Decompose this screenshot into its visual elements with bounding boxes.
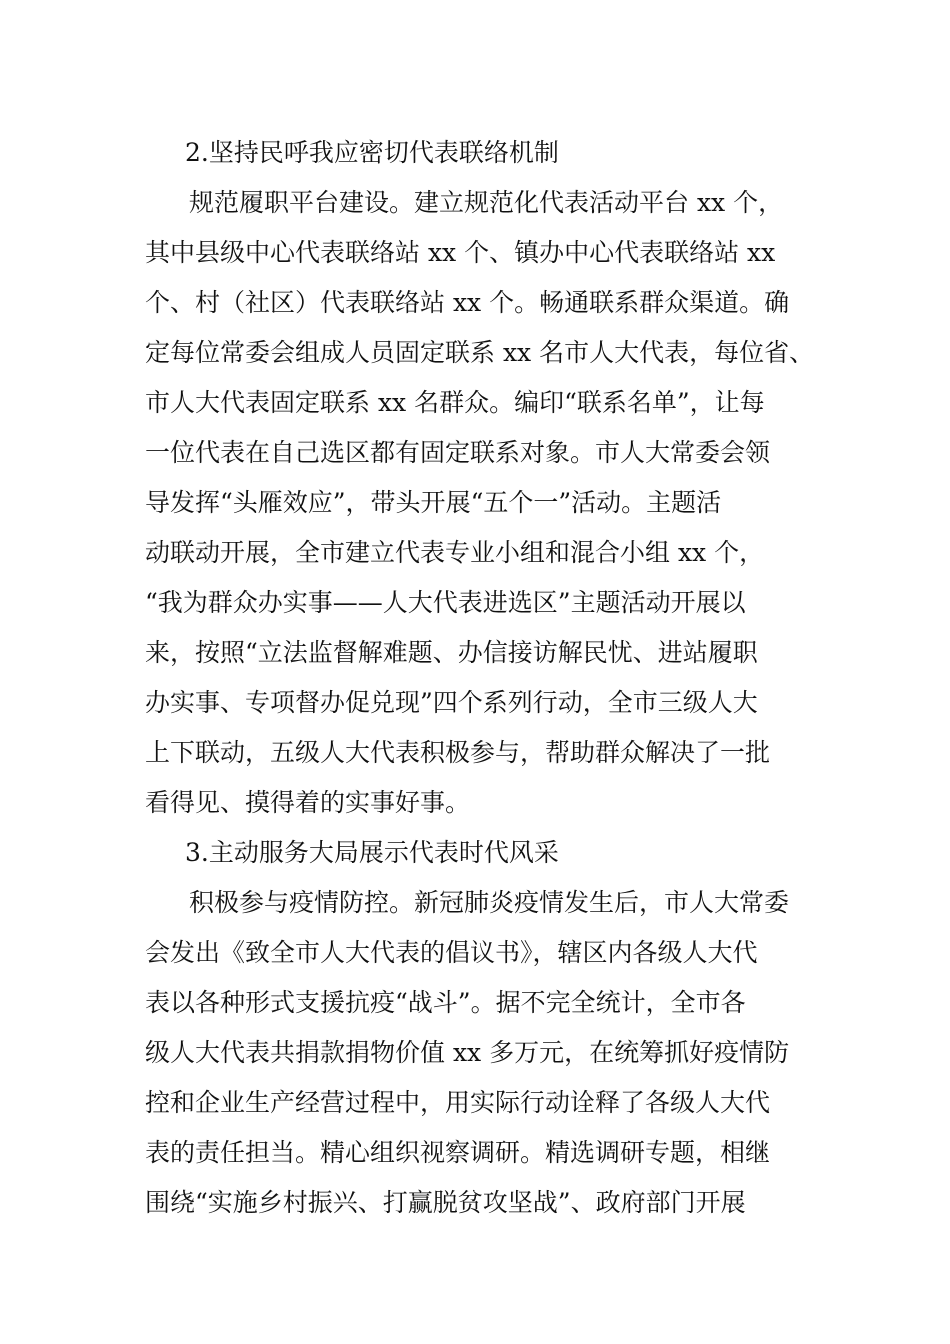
paragraph-line: 个、村（社区）代表联络站 xx 个。畅通联系群众渠道。确	[145, 288, 790, 317]
paragraph-line: 表以各种形式支援抗疫“战斗”。据不完全统计，全市各	[145, 988, 746, 1017]
paragraph-line: 办实事、专项督办促兑现”四个系列行动，全市三级人大	[145, 688, 758, 717]
paragraph-line: 动联动开展，全市建立代表专业小组和混合小组 xx 个，	[145, 538, 765, 567]
paragraph-line: 来，按照“立法监督解难题、办信接访解民忧、进站履职	[145, 638, 758, 667]
paragraph-line: 控和企业生产经营过程中，用实际行动诠释了各级人大代	[145, 1088, 771, 1117]
paragraph-line: “我为群众办实事——人大代表进选区”主题活动开展以	[145, 588, 746, 617]
paragraph-line: 定每位常委会组成人员固定联系 xx 名市人大代表，每位省、	[145, 338, 815, 367]
section-heading: 3.主动服务大局展示代表时代风采	[185, 838, 559, 867]
paragraph-line: 导发挥“头雁效应”，带头开展“五个一”活动。主题活	[145, 488, 722, 517]
paragraph-line: 上下联动，五级人大代表积极参与，帮助群众解决了一批	[145, 738, 771, 767]
paragraph-line: 级人大代表共捐款捐物价值 xx 多万元，在统筹抓好疫情防	[145, 1038, 790, 1067]
paragraph-line: 规范履职平台建设。建立规范化代表活动平台 xx 个，	[189, 188, 784, 217]
paragraph-line: 围绕“实施乡村振兴、打赢脱贫攻坚战”、政府部门开展	[145, 1188, 746, 1217]
paragraph-line: 看得见、摸得着的实事好事。	[145, 788, 471, 817]
paragraph-line: 其中县级中心代表联络站 xx 个、镇办中心代表联络站 xx	[145, 238, 776, 267]
paragraph-line: 市人大代表固定联系 xx 名群众。编印“联系名单”，让每	[145, 388, 765, 417]
section-heading: 2.坚持民呼我应密切代表联络机制	[185, 138, 559, 167]
document-page	[145, 128, 815, 1228]
paragraph-line: 积极参与疫情防控。新冠肺炎疫情发生后，市人大常委	[189, 888, 790, 917]
paragraph-line: 表的责任担当。精心组织视察调研。精选调研专题，相继	[145, 1138, 771, 1167]
paragraph-line: 会发出《致全市人大代表的倡议书》，辖区内各级人大代	[145, 938, 758, 967]
paragraph-line: 一位代表在自己选区都有固定联系对象。市人大常委会领	[145, 438, 771, 467]
